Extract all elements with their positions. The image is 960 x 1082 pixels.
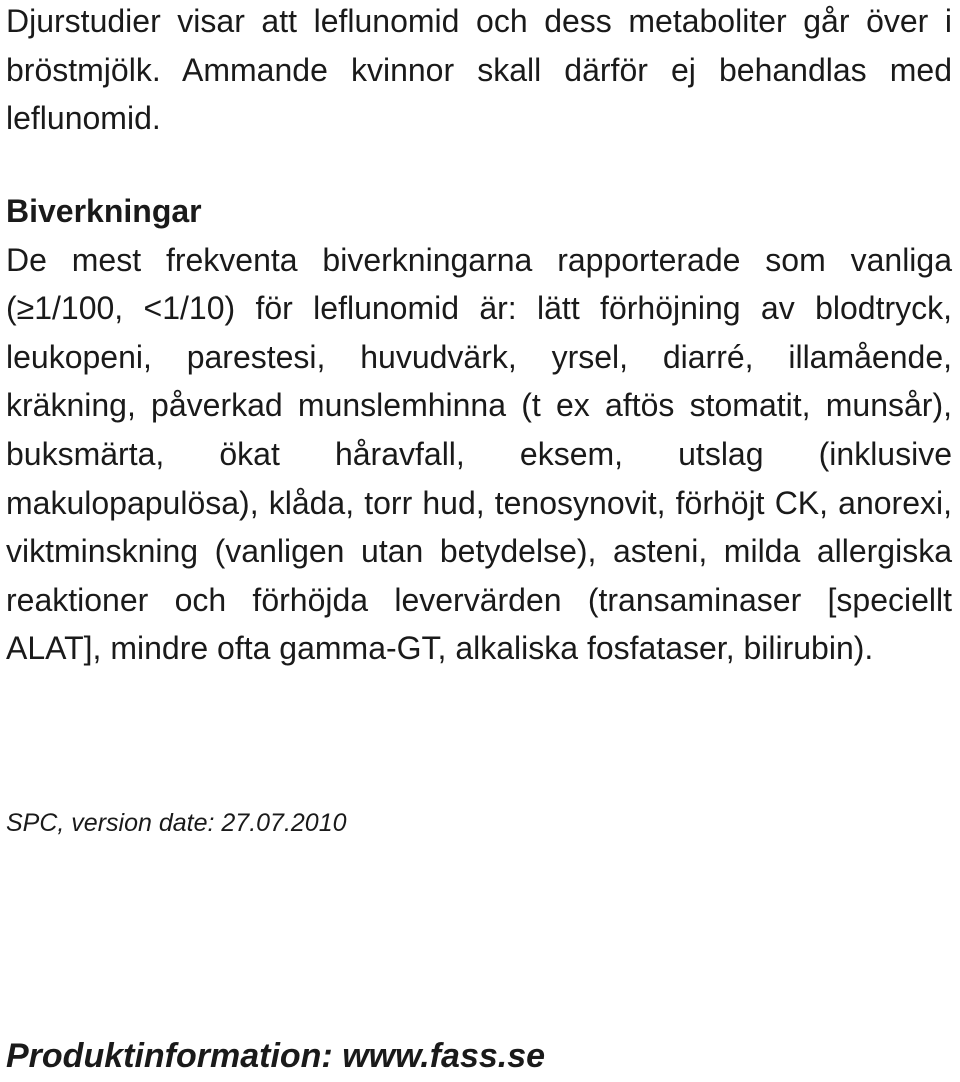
product-information-footer: Produktinformation: www.fass.se: [6, 1037, 546, 1075]
spc-version-date: SPC, version date: 27.07.2010: [6, 809, 347, 837]
side-effects-paragraph: De mest frekventa biverkningarna rapporterade som vanliga (≥1/100, <1/10) för leflunomid är: lätt förhöjning av blodtryck, leukopeni, parestesi, huvudvärk, yrsel, diarré, illamående, kräkning, påverkad munslemhinna (t ex aftös stomatit, munsår), buksmärta, ökat håravfall, eksem, utslag (inklusive makulopapulösa), klåda, torr hud, tenosynovit, förhöjt CK, anorexi, viktminskning (vanligen utan betydelse), asteni, milda allergiska reaktioner och förhöjda levervärden (transaminaser [speciellt ALAT], mindre ofta gamma-GT, alkaliska fosfataser, bilirubin).: [6, 241, 952, 667]
side-effects-section: [6, 187, 952, 673]
side-effects-heading: Biverkningar: [6, 193, 202, 229]
breastfeeding-paragraph: Djurstudier visar att leflunomid och dess metaboliter går över i bröstmjölk. Ammande kvinnor skall därför ej behandlas med leflunomid.: [6, 3, 952, 137]
